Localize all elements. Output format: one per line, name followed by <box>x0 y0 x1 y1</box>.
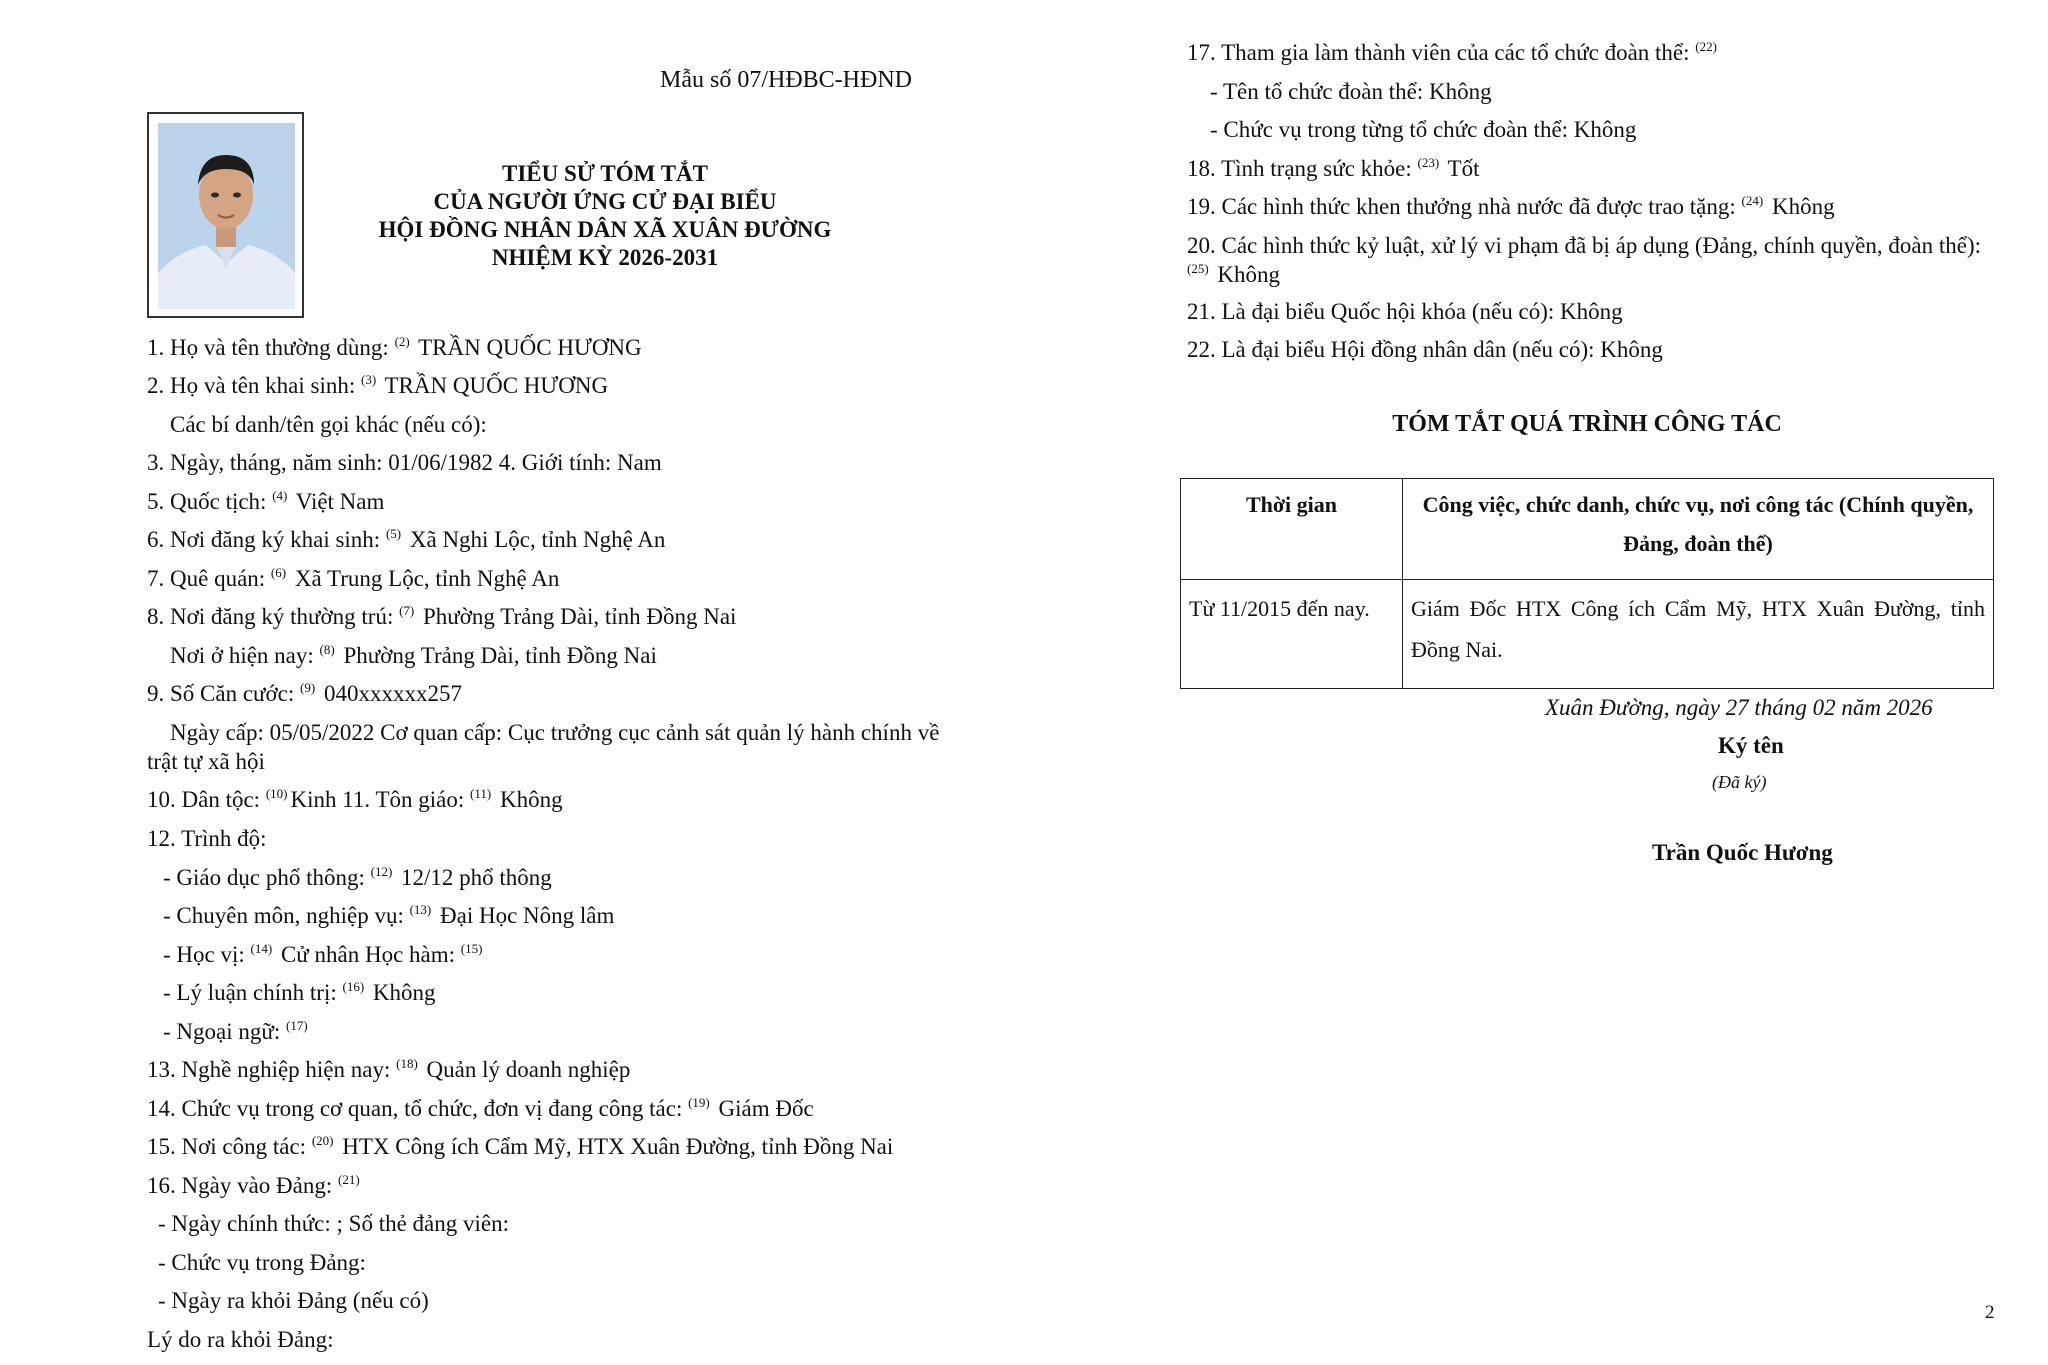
title-line: CỦA NGƯỜI ỨNG CỬ ĐẠI BIỂU <box>433 189 777 214</box>
field-awards: 19. Các hình thức khen thưởng nhà nước đã được trao tặng: $^{(24)}$ Không <box>1187 193 1835 219</box>
cell-time: Từ 11/2015 đến nay. <box>1181 580 1403 689</box>
field-disciplinary: 20. Các hình thức kỷ luật, xử lý vi phạm đã bị áp dụng (Đảng, chính quyền, đoàn thể): <box>1187 233 1981 258</box>
field-position: 14. Chức vụ trong cơ quan, tổ chức, đơn vị đang công tác: $^{(19)}$ Giám Đốc <box>147 1095 814 1121</box>
work-history-table <box>1180 478 1994 689</box>
field-ethnicity-religion: 10. Dân tộc: $^{(10)}$ Kinh 11. Tôn giáo: $^{(11)}$ Không <box>147 786 563 812</box>
field-permanent-residence: 8. Nơi đăng ký thường trú: $^{(7)}$ Phường Trảng Dài, tỉnh Đồng Nai <box>147 603 737 629</box>
document-title <box>330 160 880 272</box>
field-workplace: 15. Nơi công tác: $^{(20)}$ HTX Công ích Cẩm Mỹ, HTX Xuân Đường, tỉnh Đồng Nai <box>147 1133 894 1159</box>
portrait-photo <box>158 123 295 309</box>
header-job: Công việc, chức danh, chức vụ, nơi công tác (Chính quyền, Đảng, đoàn thể) <box>1403 479 1994 580</box>
field-id-number: 9. Số Căn cước: $^{(9)}$ 040xxxxxx257 <box>147 680 462 706</box>
field-general-education: - Giáo dục phổ thông: $^{(12)}$ 12/12 phổ thông <box>163 864 552 890</box>
field-birth-registration: 6. Nơi đăng ký khai sinh: $^{(5)}$ Xã Nghi Lộc, tỉnh Nghệ An <box>147 526 666 552</box>
work-history-title: TÓM TẮT QUÁ TRÌNH CÔNG TÁC <box>1392 411 1782 437</box>
signature-label: Ký tên <box>1718 733 1784 758</box>
field-health: 18. Tình trạng sức khỏe: $^{(23)}$ Tốt <box>1187 155 1480 181</box>
field-party-position: - Chức vụ trong Đảng: <box>158 1250 366 1275</box>
table-row <box>1181 580 1994 689</box>
field-organization-position: - Chức vụ trong từng tổ chức đoàn thể: Không <box>1210 117 1637 142</box>
signed-note: (Đã ký) <box>1712 772 1767 792</box>
field-disciplinary-value: $^{(25)}$ Không <box>1187 261 1281 287</box>
field-party-join-date: 16. Ngày vào Đảng: $^{(21)}$ <box>147 1172 360 1198</box>
field-education-heading: 12. Trình độ: <box>147 826 267 851</box>
field-party-leave-reason: Lý do ra khỏi Đảng: <box>147 1327 334 1352</box>
field-id-issue-cont: trật tự xã hội <box>147 749 265 774</box>
title-line: NHIỆM KỲ 2026-2031 <box>491 245 719 270</box>
field-party-leave-date: - Ngày ra khỏi Đảng (nếu có) <box>158 1288 429 1313</box>
signer-name: Trần Quốc Hương <box>1652 840 1833 865</box>
title-line: HỘI ĐỒNG NHÂN DÂN XÃ XUÂN ĐƯỜNG <box>378 217 832 242</box>
field-aliases: Các bí danh/tên gọi khác (nếu có): <box>170 412 487 437</box>
portrait-photo-frame <box>147 112 304 318</box>
title-line: TIỂU SỬ TÓM TẮT <box>502 161 708 186</box>
page-number: 2 <box>1985 1302 1995 1323</box>
field-hometown: 7. Quê quán: $^{(6)}$ Xã Trung Lộc, tỉnh Nghệ An <box>147 565 560 591</box>
field-id-issue: Ngày cấp: 05/05/2022 Cơ quan cấp: Cục trưởng cục cảnh sát quản lý hành chính về <box>170 720 940 745</box>
field-organizations: 17. Tham gia làm thành viên của các tổ chức đoàn thể: $^{(22)}$ <box>1187 39 1717 65</box>
cell-job: Giám Đốc HTX Công ích Cẩm Mỹ, HTX Xuân Đường, tỉnh Đồng Nai. <box>1403 580 1994 689</box>
signature-date-line: Xuân Đường, ngày 27 tháng 02 năm 2026 <box>1545 695 1933 720</box>
field-degree: - Học vị: $^{(14)}$ Cử nhân Học hàm: $^{(15)}$ <box>163 941 483 967</box>
field-common-name: 1. Họ và tên thường dùng: $^{(2)}$ TRẦN QUỐC HƯƠNG <box>147 334 642 360</box>
field-foreign-language: - Ngoại ngữ: $^{(17)}$ <box>163 1018 308 1044</box>
field-organization-name: - Tên tổ chức đoàn thể: Không <box>1210 79 1492 104</box>
field-current-residence: Nơi ở hiện nay: $^{(8)}$ Phường Trảng Dài, tỉnh Đồng Nai <box>170 642 657 668</box>
field-national-assembly: 21. Là đại biểu Quốc hội khóa (nếu có): Không <box>1187 299 1623 324</box>
field-birth-date-gender: 3. Ngày, tháng, năm sinh: 01/06/1982 4. Giới tính: Nam <box>147 450 662 475</box>
field-specialization: - Chuyên môn, nghiệp vụ: $^{(13)}$ Đại Học Nông lâm <box>163 902 615 928</box>
field-peoples-council: 22. Là đại biểu Hội đồng nhân dân (nếu có): Không <box>1187 337 1663 362</box>
field-occupation: 13. Nghề nghiệp hiện nay: $^{(18)}$ Quản lý doanh nghiệp <box>147 1056 631 1082</box>
field-political-theory: - Lý luận chính trị: $^{(16)}$ Không <box>163 979 436 1005</box>
table-header-row <box>1181 479 1994 580</box>
field-party-official-date: - Ngày chính thức: ; Số thẻ đảng viên: <box>158 1211 510 1236</box>
field-birth-name: 2. Họ và tên khai sinh: $^{(3)}$ TRẦN QUỐC HƯƠNG <box>147 372 609 398</box>
form-number: Mẫu số 07/HĐBC-HĐND <box>660 67 912 93</box>
field-nationality: 5. Quốc tịch: $^{(4)}$ Việt Nam <box>147 488 385 514</box>
header-time: Thời gian <box>1181 479 1403 580</box>
